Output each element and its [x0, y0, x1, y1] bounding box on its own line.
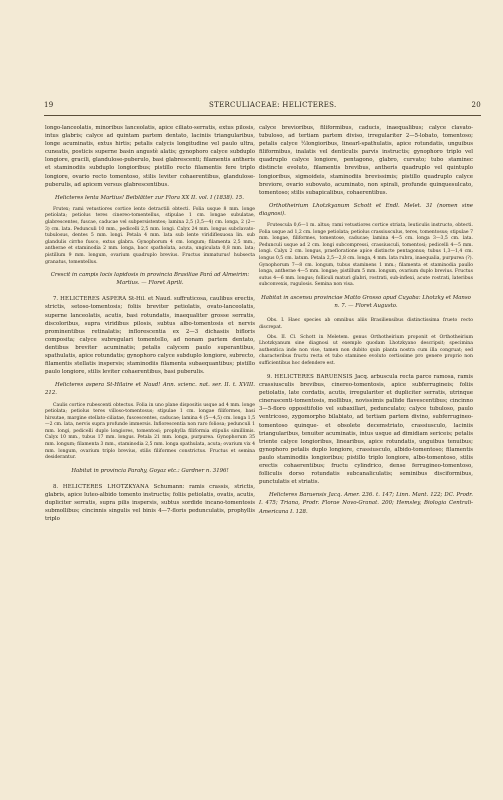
citation: Helicteres Baruensis Jacq. Amer. 236. t. 147; Linn. Mant. 122; DC. Prodr. I. 475; Triana, Prodr. Florae Novo-Granat. 200; Hemsley, Biologia Centrali-Americana I. 128.	[259, 492, 473, 515]
habitat-note: Habitat in provincia Parahy, Goyaz etc.: Gardner n. 3196!	[71, 467, 229, 474]
species-author: Schumann:	[153, 483, 185, 490]
habitat-note: Crescit in campis locis lapidosis in provincia Brasiliae Pará ad Almeirim: Martius. — Floret Aprili.	[50, 272, 250, 287]
species-description: suffruticosa, caulibus erectis, strictis, setoso-tomentosis; foliis breviter petiolatis, ovato-lanceolatis, superne lanceolatis, acutis, basi rotundatis, inaequaliter grosse serratis, discoloribus, supra viridibus pilosis, subtus albo-tomentosis et nervis prominentibus retinalatis; inflorescentia ex 2—3 dichasiis bifloris composita; calyce subregulari tomentello, ad nonam partem dentato, dentibus breviter acuminatis; petalis calycem paulo superantibus, spathulatis, apice rotundatis; gynophoro calyce subduplo longiore, subrecto, filamentis stellatis inspersis; staminodiis filamenta subaequantibus; pistillo paulo longiore, stilis leviter cohaerentibus, basi puberulis.	[45, 296, 255, 376]
left-column	[45, 124, 255, 528]
small-print-description: Frutex; rami vetustiores cortice lento detractili obtecti. Folia usque 8 mm. longe petiolata; petiolus teres cinereo-tomentellus, stipulae 1 cm. longae subulatae, glabrescentes, fuscae, caducae vel subpersistentes; lamina 2,5 (3,5—4) cm. longa, 2 (2—3) cm. lata. Pedunculi 10 mm., pedicelli 2,5 mm. longi. Calyx 24 mm. longus subclavato-tubulosus, dentes 5 mm. longi. Petala 4 mm. lata sub lente viridiflexuosa lin. sub glandulis cirrho fusco, extus glabra. Gynophorum 4 cm. longum; filamenta 2,5 mm., antherae et staminodia 2 mm. longa, bacc spatholata, acuta, ungiculata 0,8 mm. lata; pistillum 9 mm. longum, ovarium quadruplo brevius. Fructus immaturus! hubsecta granatus, tomentellus.	[45, 206, 255, 265]
species-author: St-Hil. et Naud.	[128, 296, 172, 303]
citation: Helicteres lenta Martius! Beiblätter zur Flora XX II. vol. I (1838). 15.	[55, 194, 244, 201]
running-title: STERCULIACEAE: HELICTERES.	[209, 101, 337, 109]
observation-note: Obs. I. Haec species ab omnibus aliis Brasiliensibus distinctissima frueto recto discrepat.	[259, 318, 473, 330]
species-author: Jacq.	[354, 374, 369, 380]
species-description: arbuscula recta parce ramosa, ramis crassiusculis brevibus, cinereo-tomentosis, apice subferrugineis; foliis petiolatis, late cordatis, acutis, irregulariter et dupliciter serratis, utrinque cinerascenti-tomentosis, mollibus, novissimis pallide flavescentibus; cincinno 3—5-floro oppositifolio vel subaxillari, pedunculato; calyce tubuloso, paulo ventricoso, zygomorpho bilabiato, ad tertiam partem divino, subferrugineo-tomentoso quinque- et obsolete decemstriato, crassiusculo, laciniis triangularibus, tenuiter acuminatis, intus usque ad dimidiam sericeis; petalis triente calyce longioribus, linearibus, apice rotundatis, unguibus tenuibus; gynophoro petalis duplo longiore, crassiusculo, albido-tomentoso; filamentis paulo staminodiis longioribus; pistillo triplo longiore, albo-tomentoso, stilis erectis cohaerentibus; fructu cylindrico, dense ferrugineo-tomentoso, folliculis dorso rotundatis subcanaliculatis; seminibus disciformibus, punctulatis et striatis.	[259, 374, 474, 486]
page-number-left: 19	[44, 101, 54, 109]
description-continued: longo-lanceolatis, minoribus lanceolatis, apice ciliato-serratis, extus pilosis, intus glabris; calyce ad quintam partem dentato, laciniis triangularibus, longe acuminatis, extus hirtis; petalis calycis longitudine vel paulo ultra, cuneatis, posticis superne basin angustè alatis; gynophoro calyce subduplo longiore, gracili, glandulose-puberulo, basi glabrescenti; filamentis antheris et staminodiis subduplo longioribus; pistillo recto filamentis fere triplo longiore, ovario recto tomentoso, stilis leviter cohaerentibus, glandulose-puberulis, ad apicem versus glabrescentibus.	[45, 125, 255, 188]
species-description: ramis crassis, strictis, glabris, apice luteo-albido tomento instructis; foliis petiolatis, ovatis, acutis, dupliciter serratis, supra pilis inspersis, subtus sordide incano-tomentosis submollibus; cincinnis singulis vel binis 4—7-floris pedunculatis, prophyllis triplo	[45, 483, 256, 523]
species-entry	[45, 483, 255, 523]
species-number: 9.	[267, 374, 273, 380]
species-name: HELICTERES ASPERA	[60, 296, 127, 303]
description-continued: calyce brevioribus, filiformibus, caducis, inaequalibus; calyce clavato-tubuloso, ad tertiam partem diviso, irregulariter 2—5-lobato, tomentoso; petalis calyce ½longioribus, linearl-spathulatis, apice rotundatis, unguibus filiformibus, inalatis vel denticulis parvis instructis; gynophoro triplo vel quadruplo calyce longiore, pentagono, glabro, curvato; tubo staminec distincte evoluto, filamentis brevibus, antheris quadruplo vel quintuplo longioribus, sigmoideis, staminodiis brevissimis; pistillo quadruplo calyce breviore, ovario subovato, acuminato, non spirali, profunde quinquesulcato, tomentoso; stilis subapicalibus, cohaerentibus.	[259, 125, 473, 196]
species-number: 8.	[53, 483, 59, 490]
species-entry	[259, 373, 473, 486]
species-name: HELICTERES LHOTZKYANA	[62, 483, 149, 490]
small-print-description: Caulis cortice rubescenti obtectus. Folia in uno plane dispositis usque ad 4 mm. longe petiolata; petiolus teres villoso-tomentosus; stipulae 1 cm. longae filiformes, basi hirsutae, margine stellato-ciliatae, fuscescentes, caducae; lamina 4 (5—4,5) cm. longa 1,5—2 cm. lata, nervis supra profunde immersis. Inflorescentia non raro foliosa; pedunculi 1 mm. longi, pedicelli duplo longiores, tomentosi; prophylla filiformia stipulis simillimis. Calyx 10 mm., tubus 17 mm. longus. Petala 21 mm. longa, purpurea. Gynophorum 35 mm. longum; filamenta 3 mm., staminodia 2,5 mm. longa spathulata, acuta; ovarium vix 4 mm. longum, ovarium triplo brevius, stilis filiformes constrictus. Fructus et semina desiderantur.	[45, 402, 255, 461]
right-column	[259, 124, 473, 521]
species-entry	[45, 295, 255, 376]
citation: Orthotheirium Lhotzkyanum Schott et Endl. Melet. 31 (nomen sine diagnosi).	[259, 202, 473, 217]
page-number-right: 20	[471, 101, 481, 109]
habitat-note: Habitat in ascensu provinciae Matto Grosso apud Cuyaba: Lhotzky et Manso n. 7. — Floret Augusto.	[261, 294, 471, 310]
citation: Helicteres aspera St-Hilaire et Naud! Ann. scienc. nat. ser. II. t. XVIII. 212.	[45, 382, 255, 397]
observation-note: Obs. II. Cl. Schott in Meletem. genus Orthotheirium proponit et Orthotheirium Lhotzkyanum sine diagnosi ut exemplo quodam Lhotzkyano descripsit; specimina authentica inde non vise, tamen non dubito quin planta nostra cum illa congruat; sed characteribus fructu recta et tubo stamineo evoluto certissime pro genere proprio non sufficientibus hoc defendere est.	[259, 334, 473, 366]
species-name: HELICTERES BARUENSIS	[274, 374, 353, 380]
running-header	[44, 101, 481, 116]
small-print-description: Frutescula 0,6—1 m. altus; rami vetustiores cortice striata, leuticulis instructo, obtecti. Folia usque ad 1,2 cm. longe petiolata; petiolus crassiusculus, teres, tomentosus; stipulae 7 mm. longae, filiformes, tomentose, caducae; lamina 4—5 cm. longa 3—3,5 cm. lata. Pedunculi usque ad 2 cm. longi subcompressi, crassiusculi, tomentosi; pedicelli 4—5 mm. longi. Calyx 2 cm. longus, praefloratione apice distincte pentagonus; tubus 1,3—1,4 cm. longus 0,5 cm. latum. Petala 2,5—2,8 cm. longa, 4 mm. lata rubra, inaequalia, purpurea (?). Gynophorum 7—8 cm. longum, tubus staminens 1 mm.; filamenta et staminodia paullo longa, antherae 4—5 mm. longae; pistillum 5 mm. longum, ovarium duplo brevius. Fructus sutus 4—6 mm. longus; folliculi maturi glabri, rostrati, sub-inflexi, acute rostrati, lateribus subconvexis, rugulosis. Semina non visa.	[259, 223, 473, 288]
species-number: 7.	[53, 296, 59, 303]
